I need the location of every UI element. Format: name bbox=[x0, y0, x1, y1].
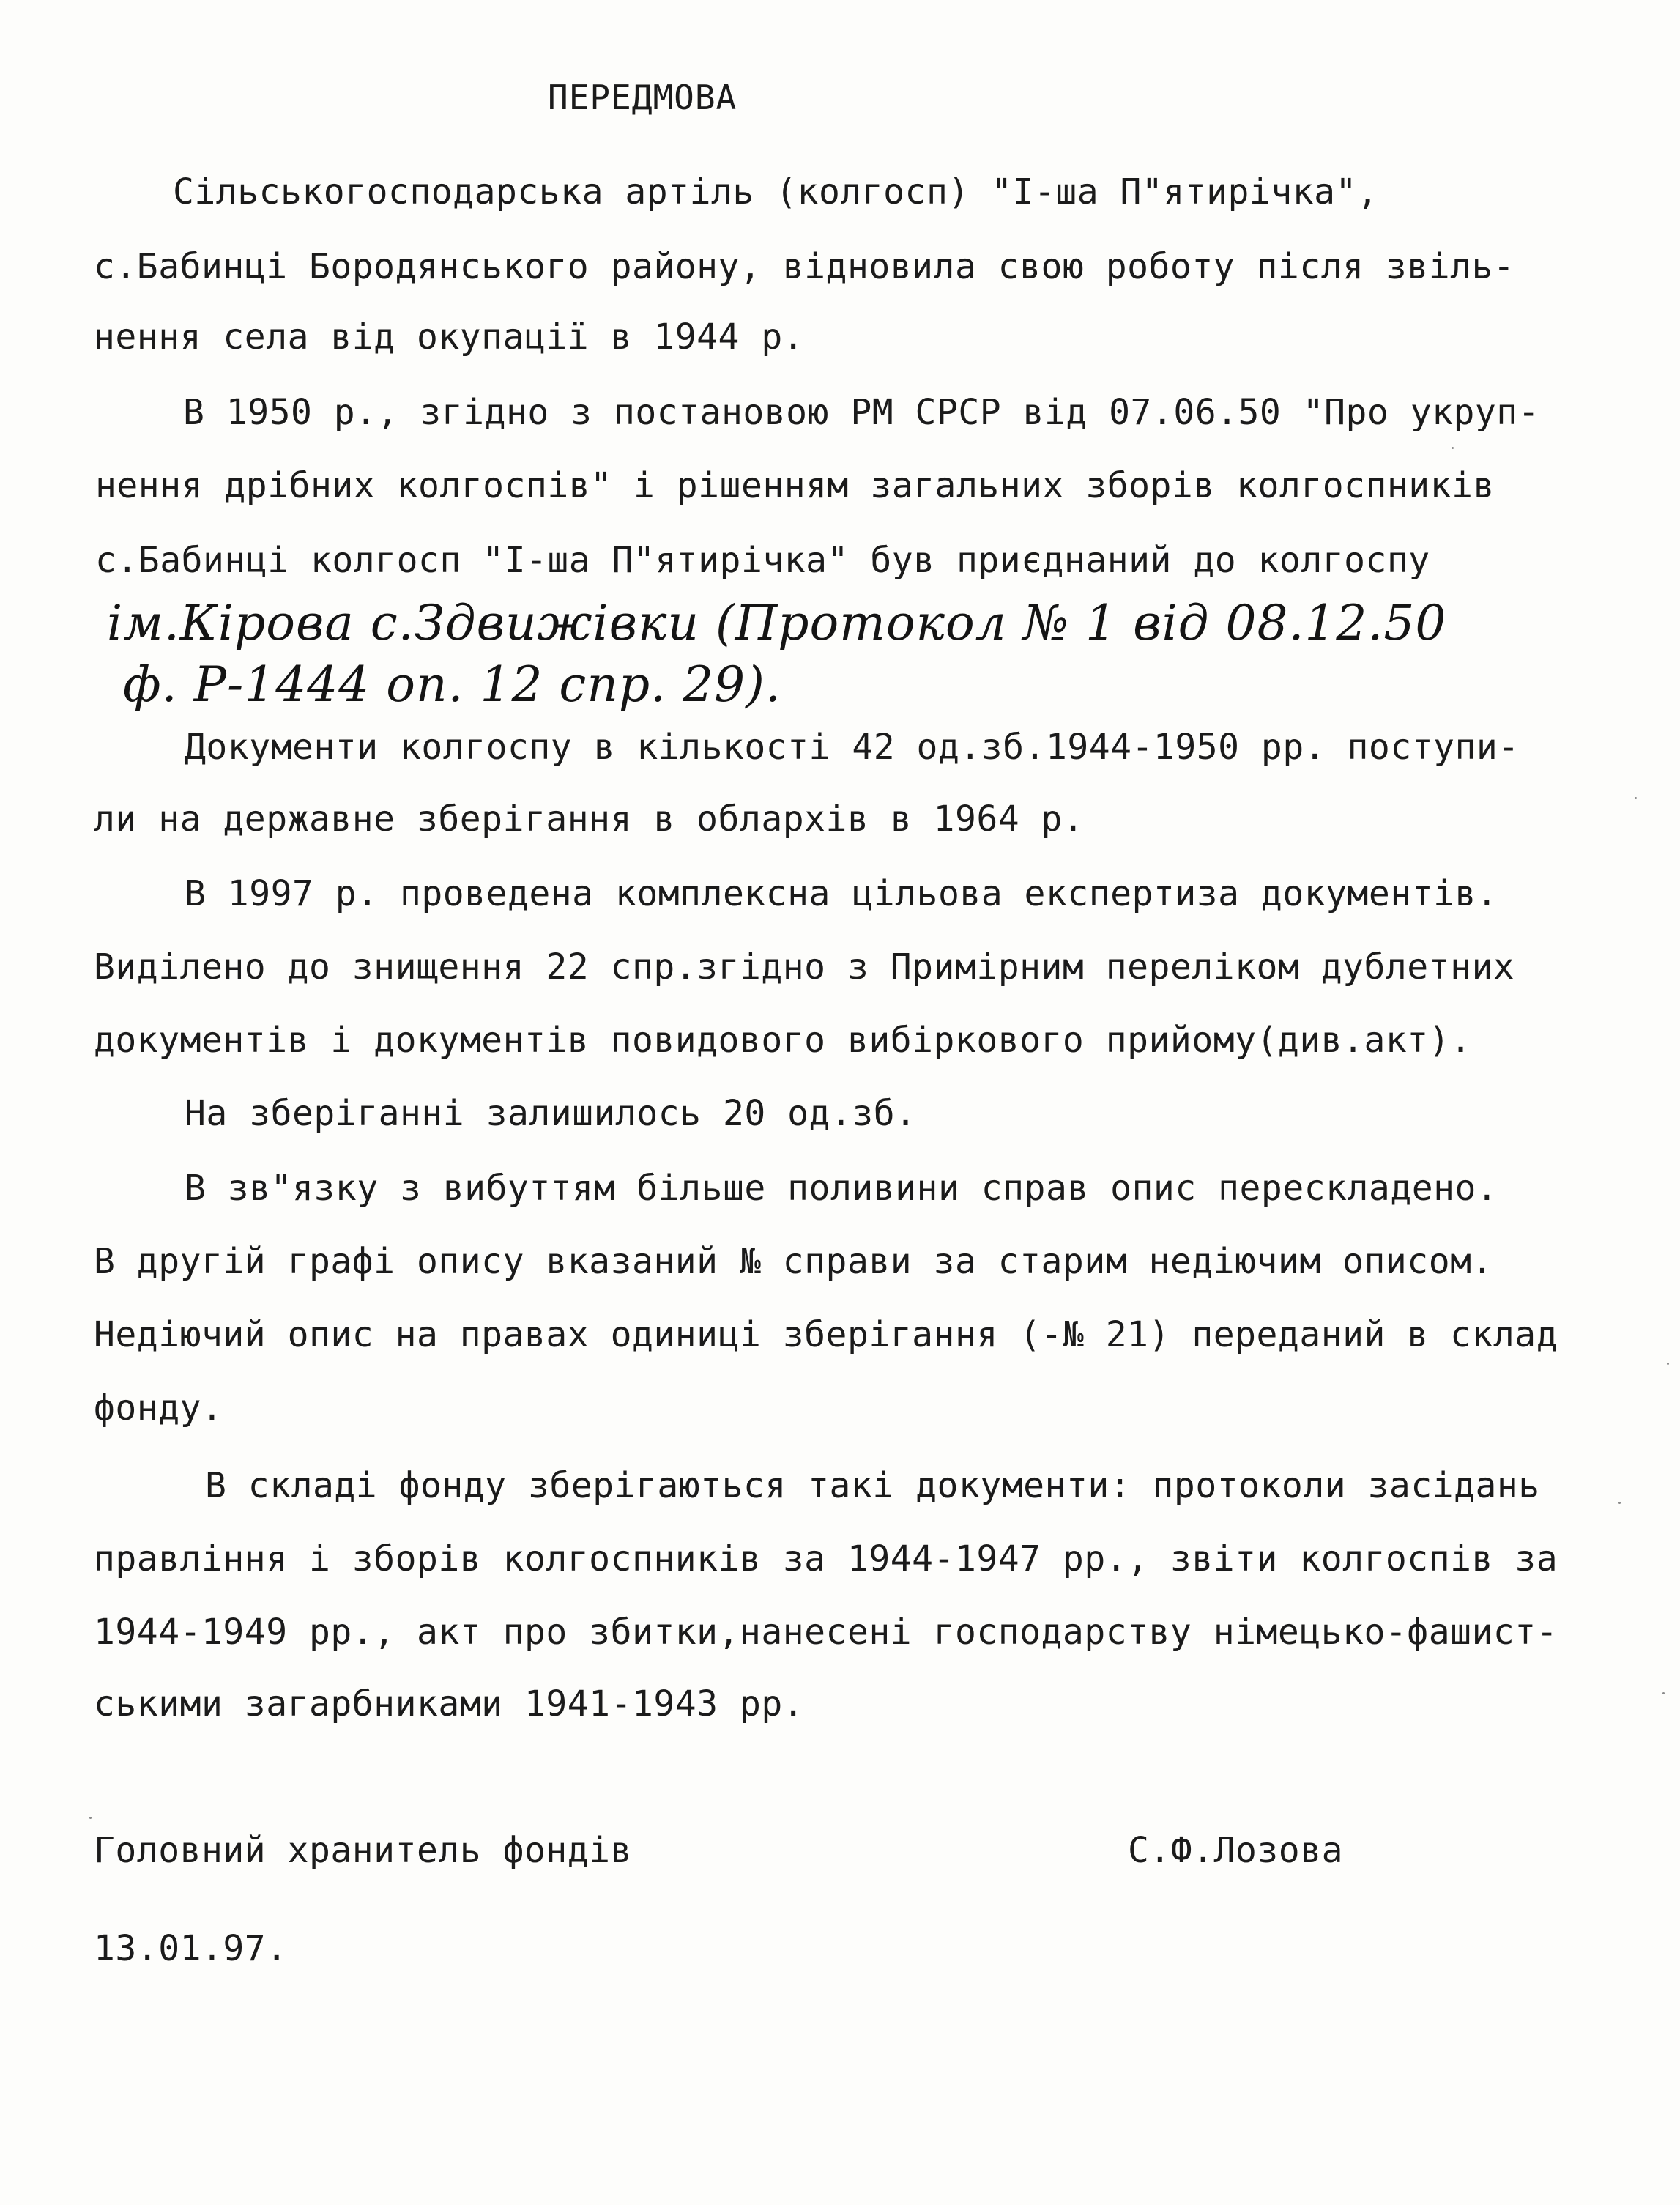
handwritten-note-line: ім.Кірова с.Здвижівки (Протокол № 1 від 08.12.50 bbox=[107, 595, 1447, 651]
text-line: В 1997 р. проведена комплексна цільова експертиза документів. bbox=[185, 873, 1498, 914]
text-line: В зв"язку з вибуттям більше поливини справ опис перескладено. bbox=[185, 1168, 1498, 1209]
text-line: Документи колгоспу в кількості 42 од.зб.1944-1950 рр. поступи- bbox=[185, 727, 1520, 768]
text-line: документів і документів повидового вибіркового прийому(див.акт). bbox=[94, 1020, 1472, 1061]
document-date: 13.01.97. bbox=[94, 1928, 288, 1969]
handwritten-note-line: ф. Р-1444 оп. 12 спр. 29). bbox=[123, 656, 781, 713]
text-line: правління і зборів колгоспників за 1944-1947 рр., звіти колгоспів за bbox=[94, 1538, 1558, 1579]
scan-speck bbox=[1635, 797, 1637, 799]
text-line: с.Бабинці Бородянського району, відновила свою роботу після звіль- bbox=[94, 246, 1515, 287]
scan-speck bbox=[1452, 447, 1454, 449]
text-line: В складі фонду зберігаються такі документи: протоколи засідань bbox=[205, 1465, 1540, 1506]
text-line: Виділено до знищення 22 спр.згідно з Примірним переліком дублетних bbox=[94, 946, 1515, 987]
document-title: ПЕРЕДМОВА bbox=[548, 78, 737, 117]
text-line: Сільськогосподарська артіль (колгосп) "І-ша П"ятирічка", bbox=[173, 171, 1379, 212]
signature-name: С.Ф.Лозова bbox=[1128, 1830, 1343, 1871]
text-line: На зберіганні залишилось 20 од.зб. bbox=[185, 1093, 917, 1134]
scan-speck bbox=[89, 1817, 92, 1819]
text-line: 1944-1949 рр., акт про збитки,нанесені господарству німецько-фашист- bbox=[94, 1612, 1558, 1653]
text-line: фонду. bbox=[94, 1387, 223, 1428]
text-line: ськими загарбниками 1941-1943 рр. bbox=[94, 1683, 805, 1724]
text-line: В 1950 р., згідно з постановою РМ СРСР від 07.06.50 "Про укруп- bbox=[183, 392, 1540, 433]
scan-speck bbox=[1667, 1363, 1669, 1365]
text-line: Недіючий опис на правах одиниці зберігання (-№ 21) переданий в склад bbox=[94, 1314, 1558, 1355]
text-line: ли на державне зберігання в облархів в 1964 р. bbox=[94, 798, 1085, 840]
signature-role: Головний хранитель фондів bbox=[94, 1830, 632, 1871]
text-line: с.Бабинці колгосп "І-ша П"ятирічка" був приєднаний до колгоспу bbox=[95, 540, 1430, 581]
text-line: В другій графі опису вказаний № справи за старим недіючим описом. bbox=[94, 1241, 1493, 1282]
text-line: нення села від окупації в 1944 р. bbox=[94, 316, 805, 357]
text-line: нення дрібних колгоспів" і рішенням загальних зборів колгоспників bbox=[95, 465, 1495, 506]
scan-speck bbox=[1662, 1692, 1665, 1694]
scan-speck bbox=[1618, 1502, 1621, 1504]
